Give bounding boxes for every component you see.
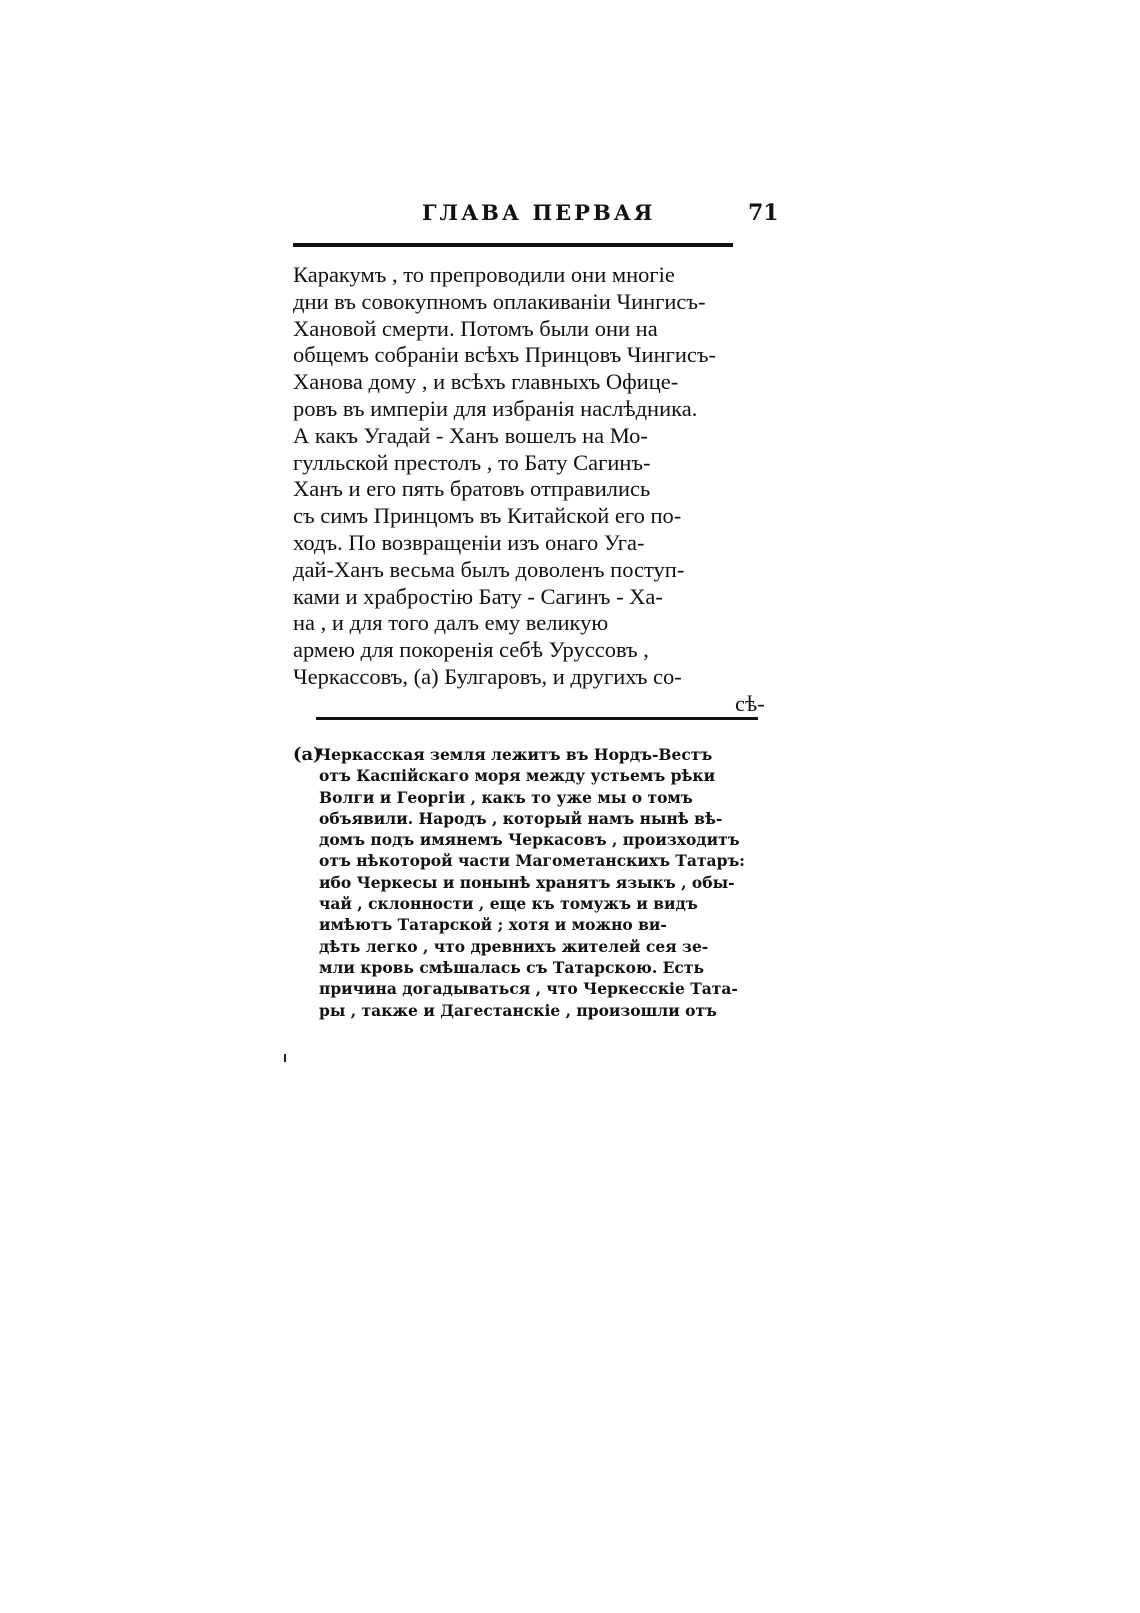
text-line: дни въ совокупномъ оплакиванiи Чингисъ- [293, 288, 706, 314]
text-line: съ симъ Принцомъ въ Китайской его по- [293, 503, 682, 529]
text-line: армею для покоренiя себѣ Уруссовъ , [293, 637, 649, 663]
text-line: гулльской престолъ , то Бату Сагинъ- [293, 449, 651, 475]
text-line: А какъ Угадай - Ханъ вошелъ на Мо- [293, 422, 648, 448]
footnote-line: ибо Черкесы и понынѣ хранятъ языкъ , обы- [319, 872, 735, 892]
text-line: Ханова дому , и всѣхъ главныхъ Офице- [293, 369, 679, 395]
footnote-line-text: Черкасская земля лежитъ въ Нордъ-Вестъ [317, 745, 713, 764]
footnote-line: мли кровь смѣшалась съ Татарскою. Есть [319, 957, 704, 977]
text-line: Черкассовъ, (а) Булгаровъ, и другихъ со- [293, 663, 682, 689]
text-line: Ханъ и его пять братовъ отправились [293, 476, 651, 502]
text-line: Каракумъ , то препроводили они многiе [293, 262, 675, 287]
footnote-line: Волги и Георгiи , какъ то уже мы о томъ [319, 787, 693, 807]
footnote-line [293, 744, 783, 765]
main-text [293, 262, 773, 718]
running-head: ГЛАВА ПЕРВАЯ [422, 200, 656, 225]
footnote-line: ры , также и Дагестанскiе , произошли отъ [319, 1000, 717, 1020]
footnote-line: чай , склонности , еще къ томужъ и видъ [319, 894, 698, 914]
text-line: дай-Ханъ весьма былъ доволенъ поступ- [293, 556, 685, 582]
text-line: Хановой смерти. Потомъ были они на [293, 315, 658, 341]
footnote-line: домъ подъ имянемъ Черкасовъ , произходитъ [319, 830, 740, 850]
footnote [293, 744, 783, 1021]
footnote-line: объявили. Народъ , который намъ нынѣ вѣ- [319, 808, 723, 828]
footnote-rule [316, 717, 758, 720]
page-number: 71 [748, 200, 779, 226]
header-rule [293, 243, 733, 247]
footnote-line: отъ Каспiйскаго моря между устьемъ рѣки [319, 766, 716, 786]
scan-speck [284, 1054, 286, 1062]
text-line: ходъ. По возвращенiи изъ онаго Уга- [293, 529, 645, 555]
text-line: на , и для того далъ ему великую [293, 610, 609, 636]
footnote-line: отъ нѣкоторой части Магометанскихъ Татаръ: [319, 851, 746, 871]
footnote-line: дѣть легко , что древнихъ жителей сея зе- [319, 936, 709, 956]
footnote-line: имѣютъ Татарской ; хотя и можно ви- [319, 915, 667, 935]
footnote-marker: (а) [293, 744, 322, 765]
text-line: ровъ въ имперiи для избранiя наслѣдника. [293, 395, 698, 421]
text-line: общемъ собранiи всѣхъ Принцовъ Чингисъ- [293, 342, 717, 368]
catchword: сѣ- [735, 690, 765, 716]
footnote-line: причина догадываться , что Черкесскiе Тата- [319, 979, 738, 999]
text-line: ками и храбростiю Бату - Сагинъ - Ха- [293, 583, 663, 609]
